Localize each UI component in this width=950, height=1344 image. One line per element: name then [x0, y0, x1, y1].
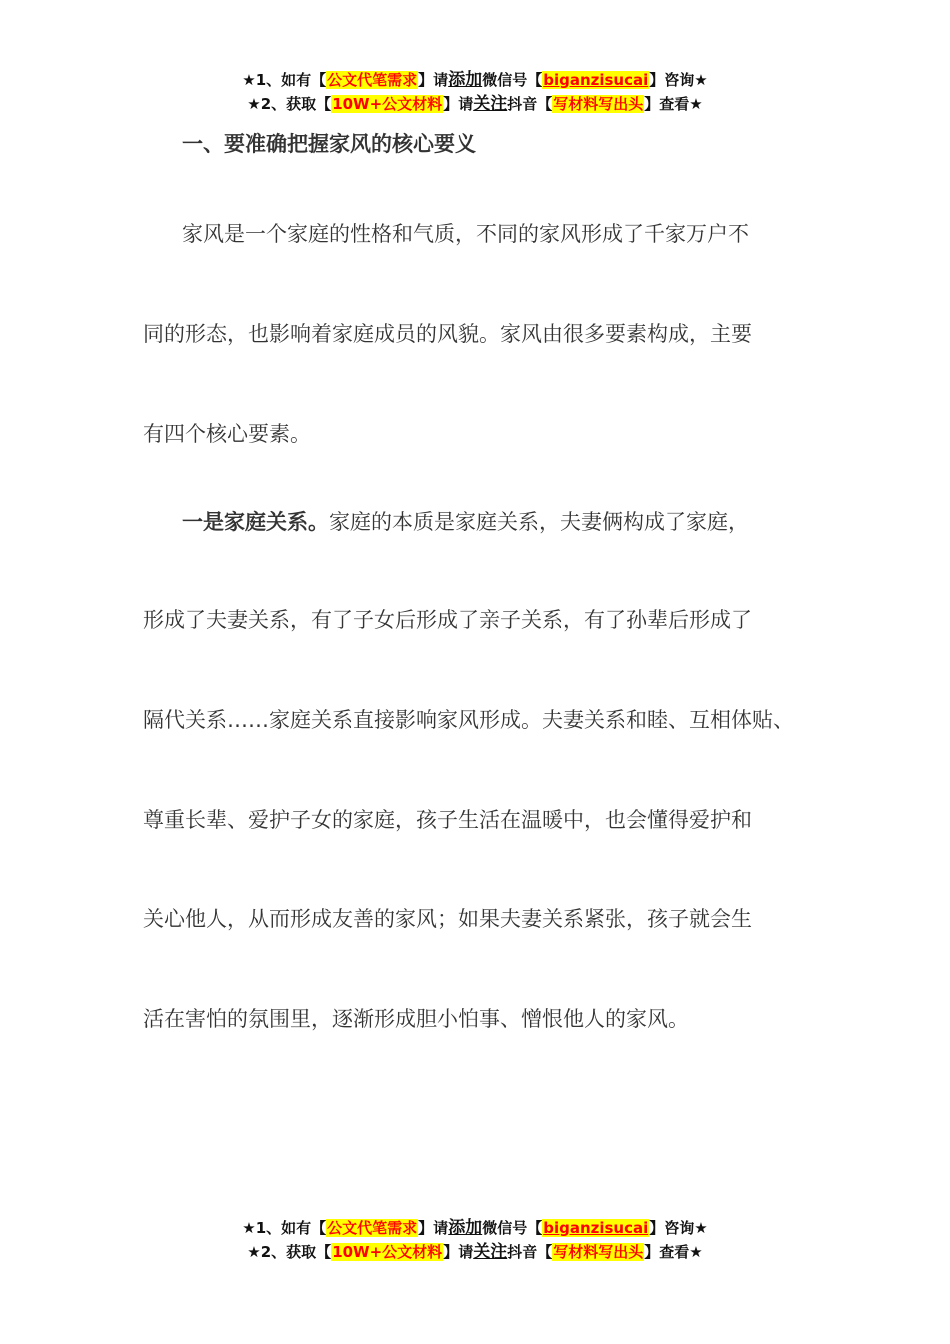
paragraph-2-line: 隔代关系……家庭关系直接影响家风形成。夫妻关系和睦、互相体贴、	[143, 708, 794, 732]
header-wechat-id[interactable]: biganzisucai	[543, 71, 649, 89]
footer-wechat-label: 微信号【	[482, 1219, 543, 1237]
paragraph-2-first-text: 家庭的本质是家庭关系，夫妻俩构成了家庭，	[329, 510, 749, 534]
header-line-1	[0, 68, 950, 92]
paragraph-1-line: 同的形态，也影响着家庭成员的风貌。家风由很多要素构成，主要	[143, 322, 752, 346]
header-materials-highlight: 10W+公文材料	[332, 95, 443, 113]
header-line-2-prefix: ★2、获取【	[247, 95, 332, 113]
header-line-1-prefix: ★1、如有【	[242, 71, 327, 89]
header-service-highlight: 公文代笔需求	[327, 71, 418, 89]
footer-line-2-connector: 】请	[443, 1243, 474, 1261]
header-follow-emphasis: 关注	[473, 94, 508, 114]
paragraph-1-line: 家风是一个家庭的性格和气质，不同的家风形成了千家万户不	[182, 222, 749, 246]
footer-douyin-account[interactable]: 写材料写出头	[553, 1243, 644, 1261]
footer-douyin-label: 抖音【	[507, 1243, 553, 1261]
footer-line-1-connector: 】请	[418, 1219, 449, 1237]
header-line-2-suffix: 】查看★	[644, 95, 703, 113]
footer-line-1-prefix: ★1、如有【	[242, 1219, 327, 1237]
paragraph-2-line: 尊重长辈、爱护子女的家庭，孩子生活在温暖中，也会懂得爱护和	[143, 808, 752, 832]
footer-line-1	[0, 1216, 950, 1240]
footer-wechat-id[interactable]: biganzisucai	[543, 1219, 649, 1237]
footer-line-2-prefix: ★2、获取【	[247, 1243, 332, 1261]
footer-service-highlight: 公文代笔需求	[327, 1219, 418, 1237]
section-title: 一、要准确把握家风的核心要义	[182, 132, 476, 156]
footer-add-emphasis: 添加	[448, 1218, 483, 1238]
header-wechat-label: 微信号【	[482, 71, 543, 89]
header-banner	[0, 68, 950, 116]
header-add-emphasis: 添加	[448, 70, 483, 90]
footer-materials-highlight: 10W+公文材料	[332, 1243, 443, 1261]
paragraph-2-line: 关心他人，从而形成友善的家风；如果夫妻关系紧张，孩子就会生	[143, 907, 752, 931]
header-line-1-suffix: 】咨询★	[649, 71, 708, 89]
footer-line-2	[0, 1240, 950, 1264]
header-line-2-connector: 】请	[443, 95, 474, 113]
paragraph-2-line: 形成了夫妻关系，有了子女后形成了亲子关系，有了孙辈后形成了	[143, 608, 752, 632]
footer-follow-emphasis: 关注	[473, 1242, 508, 1262]
paragraph-2-line: 活在害怕的氛围里，逐渐形成胆小怕事、憎恨他人的家风。	[143, 1007, 689, 1031]
header-douyin-label: 抖音【	[507, 95, 553, 113]
header-line-1-connector: 】请	[418, 71, 449, 89]
paragraph-1-line: 有四个核心要素。	[143, 422, 311, 446]
header-line-2	[0, 92, 950, 116]
footer-banner	[0, 1216, 950, 1264]
footer-line-1-suffix: 】咨询★	[649, 1219, 708, 1237]
footer-line-2-suffix: 】查看★	[644, 1243, 703, 1261]
paragraph-2-line	[182, 506, 749, 536]
paragraph-2-lead: 一是家庭关系。	[182, 510, 329, 534]
header-douyin-account[interactable]: 写材料写出头	[553, 95, 644, 113]
